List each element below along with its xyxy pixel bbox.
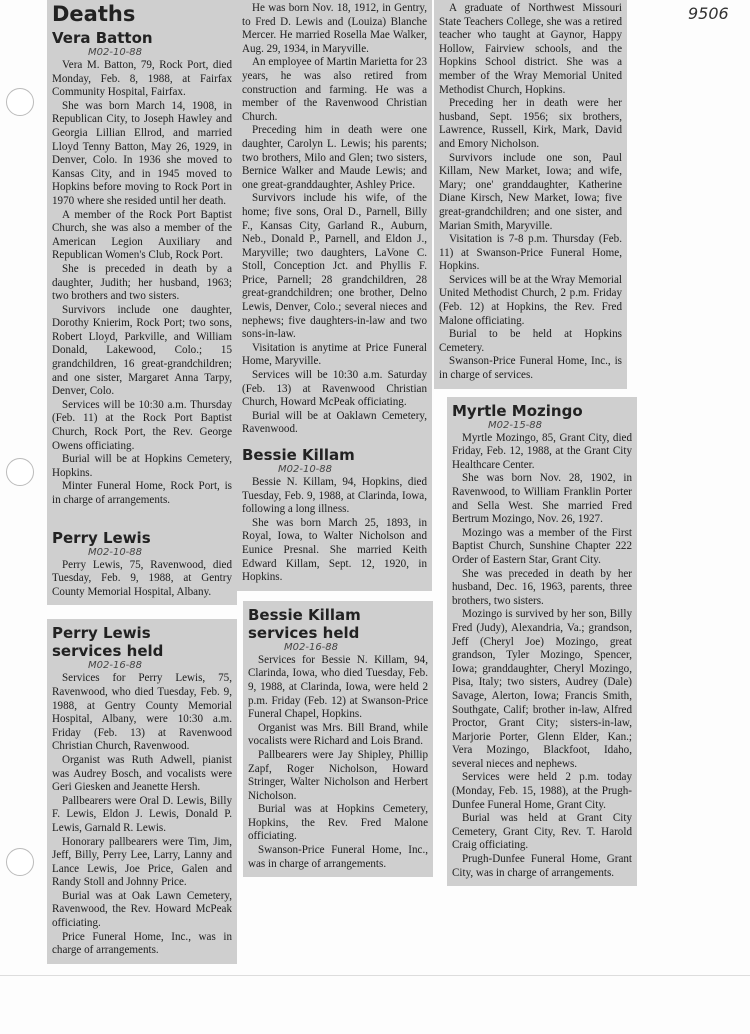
- obituary-body: [242, 476, 427, 585]
- obituary-name: Bessie Killam: [242, 446, 355, 464]
- paragraph: Honorary pallbearers were Tim, Jim, Jeff, Billy, Perry Lee, Larry, Lanny and Lance Lewis, Joe Price, Galen and Randy Stoll and Johnny Price.: [52, 835, 232, 889]
- paragraph: A graduate of Northwest Missouri State Teachers College, she was a retired teacher who taught at Gaynor, Happy Hollow, Fairview schools, and the Hopkins School district. She was a member of the Wray Memorial United Methodist Church, Hopkins.: [439, 2, 622, 96]
- paragraph: He was born Nov. 18, 1912, in Gentry, to Fred D. Lewis and (Louiza) Blanche Mercer. He married Rosella Mae Walker, Aug. 29, 1934, in Maryville.: [242, 2, 427, 55]
- paragraph: Preceding him in death were one daughter, Carolyn L. Lewis; his parents; two brothers, Milo and Glen; two sisters, Bernice Walker and Maude Lewis; and one great-granddaughter, Ashley Price.: [242, 124, 427, 191]
- paragraph: Survivors include one son, Paul Killam, New Market, Iowa; and wife, Mary; one' granddaughter, Katherine Diane Kirsch, New Market, Iowa; five great-grandchildren; and one sister, and Marian Smith, Maryville.: [439, 151, 622, 232]
- paragraph: Preceding her in death were her husband, Sept. 1956; six brothers, Lawrence, Russell, Kirk, Mark, David and Emory Nicholson.: [439, 97, 622, 150]
- obituary-body: [52, 672, 232, 957]
- handwritten-date: M02-16-88: [284, 641, 339, 653]
- paragraph: Burial was at Hopkins Cemetery, Hopkins, the Rev. Fred Malone officiating.: [248, 803, 428, 843]
- handwritten-date: M02-10-88: [278, 464, 333, 475]
- obituary-name: Bessie Killam services held: [248, 605, 361, 642]
- paragraph: Bessie N. Killam, 94, Hopkins, died Tuesday, Feb. 9, 1988, at Clarinda, Iowa, following a long illness.: [242, 476, 427, 516]
- paragraph: Price Funeral Home, Inc., was in charge of arrangements.: [52, 930, 232, 957]
- clipping-perry-lewis-cont: [237, 0, 432, 591]
- obituary-body: [439, 2, 622, 383]
- paragraph: Prugh-Dunfee Funeral Home, Grant City, was in charge of arrangements.: [452, 853, 632, 879]
- paragraph: Pallbearers were Oral D. Lewis, Billy F. Lewis, Eldon J. Lewis, Donald P. Lewis, Garnald R. Lewis.: [52, 794, 232, 834]
- clipping-vera-batton: [47, 0, 237, 605]
- paragraph: Visitation is anytime at Price Funeral Home, Maryville.: [242, 341, 427, 368]
- page-edge: [0, 975, 750, 976]
- paragraph: Vera M. Batton, 79, Rock Port, died Monday, Feb. 8, 1988, at Fairfax Community Hospital, Fairfax.: [52, 59, 232, 99]
- obituary-name: Perry Lewis: [52, 528, 151, 547]
- paragraph: She is preceded in death by a daughter, Judith; her husband, 1963; two brothers and two sisters.: [52, 262, 232, 303]
- paragraph: She was preceded in death by her husband, Dec. 16, 1963, parents, three brothers, two sisters.: [452, 567, 632, 607]
- obituary-body: [248, 654, 428, 872]
- handwritten-date: M02-15-88: [488, 419, 543, 431]
- paragraph: Services will be 10:30 a.m. Thursday (Feb. 11) at the Rock Port Baptist Church, Rock Port, the Rev. George Owens officiating.: [52, 398, 232, 452]
- paragraph: An employee of Martin Marietta for 23 years, he was also retired from construction and farming. He was a member of the Ravenwood Christian Church.: [242, 56, 427, 123]
- clipping-bessie-killam-cont: [434, 0, 627, 389]
- paragraph: Burial to be held at Hopkins Cemetery.: [439, 328, 622, 354]
- clipping-bessie-killam-services: [243, 601, 433, 878]
- paragraph: Burial was held at Grant City Cemetery, Grant City, Rev. T. Harold Craig officiating.: [452, 812, 632, 852]
- column-middle: [237, 0, 433, 877]
- paragraph: Services will be 10:30 a.m. Saturday (Feb. 13) at Ravenwood Christian Church, Howard McPeak officiating.: [242, 369, 427, 409]
- paragraph: Survivors include one daughter, Dorothy Knierim, Rock Port; two sons, Robert Lloyd, Parkville, and William Donald, Lakewood, Colo.; 15 grandchildren, 16 great-grandchildren; and one sister, Margaret Anna Tarpy, Denver, Colo.: [52, 303, 232, 398]
- clipping-perry-lewis-services: [47, 619, 237, 963]
- column-right: [434, 0, 639, 886]
- punch-hole: [6, 848, 34, 876]
- paragraph: Visitation is 7-8 p.m. Thursday (Feb. 11) at Swanson-Price Funeral Home, Hopkins.: [439, 233, 622, 273]
- handwritten-date: M02-16-88: [88, 660, 143, 672]
- paragraph: Mozingo is survived by her son, Billy Fred (Judy), Alexandria, Va.; grandson, Jeff (Cheryl Joe) Mozingo, great grandson, Tyler Mozingo, Spencer, Iowa; granddaughter, Cheryl Mozingo, Pisa, Italy; two sisters, Audrey (Dale) Savage, Alerton, Iowa; Francis Smith, Southgate, Calif; brother in-law, Alfred Proctor, Grant City; sisters-in-law, Marjorie Porter, Glenn Elder, Kan.; Vera Mozingo, Blackfoot, Idaho, several nieces and nephews.: [452, 608, 632, 770]
- paragraph: She was born March 25, 1893, in Royal, Iowa, to Walter Nicholson and Eunice Presnal. She married Keith Edward Killam, Sept. 12, 1920, in Hopkins.: [242, 516, 427, 584]
- paragraph: Mozingo was a member of the First Baptist Church, Sunshine Chapter 222 Order of Eastern Star, Grant City.: [452, 526, 632, 566]
- obituary-name: Vera Batton: [52, 29, 153, 47]
- paragraph: Burial was at Oak Lawn Cemetery, Ravenwood, the Rev. Howard McPeak officiating.: [52, 889, 232, 930]
- clipping-myrtle-mozingo: [447, 397, 637, 887]
- paragraph: Organist was Ruth Adwell, pianist was Audrey Bosch, and vocalists were Geri Giesken and Jeanette Hersh.: [52, 753, 232, 794]
- section-title: Deaths: [52, 2, 136, 26]
- paragraph: Swanson-Price Funeral Home, Inc., is in charge of services.: [439, 355, 622, 382]
- paragraph: Myrtle Mozingo, 85, Grant City, died Friday, Feb. 12, 1988, at the Grant City Healthcare Center.: [452, 431, 632, 471]
- paragraph: Services were held 2 p.m. today (Monday, Feb. 15, 1988), at the Prugh-Dunfee Funeral Home, Grant City.: [452, 771, 632, 811]
- handwritten-date: M02-10-88: [88, 47, 143, 58]
- obituary-body: [242, 2, 427, 437]
- obituary-name: Perry Lewis services held: [52, 624, 164, 661]
- handwritten-date: M02-10-88: [88, 546, 143, 558]
- column-left: [47, 0, 237, 964]
- handwritten-page-number: 9506: [688, 4, 729, 23]
- paragraph: Swanson-Price Funeral Home, Inc., was in charge of arrangements.: [248, 844, 428, 870]
- paragraph: Pallbearers were Jay Shipley, Phillip Zapf, Roger Nicholson, Howard Stringer, Walter Nicholson and Herbert Nicholson.: [248, 748, 428, 802]
- obituary-body: [52, 59, 232, 508]
- punch-hole: [6, 88, 34, 116]
- paragraph: Services for Perry Lewis, 75, Ravenwood, who died Tuesday, Feb. 9, 1988, at Gentry County Memorial Hospital, Albany, were 10:30 a.m. Friday (Feb. 13) at Ravenwood Christian Church, Ravenwood.: [52, 672, 232, 753]
- paragraph: Burial will be at Oaklawn Cemetery, Ravenwood.: [242, 409, 427, 436]
- paragraph: Services will be at the Wray Memorial United Methodist Church, 2 p.m. Friday (Feb. 12) at Hopkins, the Rev. Fred Malone officiating.: [439, 273, 622, 327]
- paragraph: Services for Bessie N. Killam, 94, Clarinda, Iowa, who died Tuesday, Feb. 9, 1988, at Clarinda, Iowa, were held 2 p.m. Friday (Feb. 12) at Swanson-Price Funeral Chapel, Hopkins.: [248, 653, 428, 721]
- obituary-name: Myrtle Mozingo: [452, 401, 583, 420]
- punch-hole: [6, 458, 34, 486]
- paragraph: Organist was Mrs. Bill Brand, while vocalists were Richard and Lois Brand.: [248, 721, 428, 748]
- obituary-body: [452, 432, 632, 881]
- obituary-body: [52, 559, 232, 600]
- paragraph: She was born March 14, 1908, in Republican City, to Joseph Hawley and Georgia Lillian Ellrod, and married Lloyd Tenny Batton, May 26, 1929, in Denver, Colo. In 1936 she moved to Kansas City, and in 1945 moved to Hopkins before moving to Rock Port in 1970 where she resided until her death.: [52, 99, 232, 207]
- paragraph: She was born Nov. 28, 1902, in Ravenwood, to William Franklin Porter and Sella West. She married Fred Bertrum Mozingo, Nov. 26, 1927.: [452, 472, 632, 526]
- paragraph: A member of the Rock Port Baptist Church, she was also a member of the American Legion Auxiliary and Republican Women's Club, Rock Port.: [52, 208, 232, 262]
- paragraph: Survivors include his wife, of the home; five sons, Oral D., Parnell, Billy F., Kansas City, Garland R., Auburn, Neb., Donald P., Parnell, and Eldon J., Maryville; two daughters, LaVone C. Stoll, Conception Jct. and Phyllis F. Price, Parnell; 28 grandchildren, 28 great-grandchildren; one brother, Delno Lewis, Denver, Colo.; several nieces and nephews; five daughters-in-law and two sons-in-law.: [242, 192, 427, 341]
- paragraph: Burial will be at Hopkins Cemetery, Hopkins.: [52, 453, 232, 479]
- paragraph: Minter Funeral Home, Rock Port, is in charge of arrangements.: [52, 480, 232, 506]
- paragraph: Perry Lewis, 75, Ravenwood, died Tuesday, Feb. 9, 1988, at Gentry County Memorial Hospital, Albany.: [52, 558, 232, 598]
